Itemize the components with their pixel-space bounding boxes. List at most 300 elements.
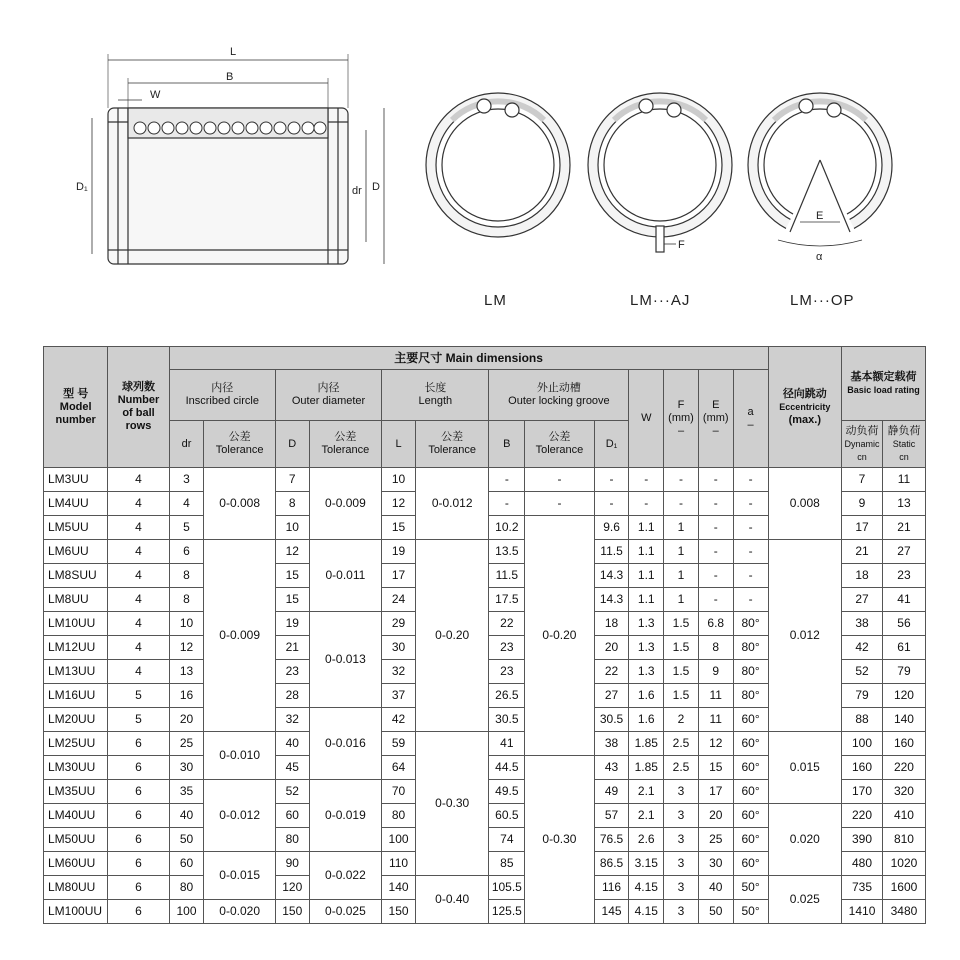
- cell-dr: 8: [169, 588, 204, 612]
- header-D: D: [275, 421, 309, 468]
- dim-label-L: L: [230, 46, 237, 58]
- cell-dr: 20: [169, 708, 204, 732]
- header-E: E (mm) –: [698, 370, 733, 468]
- cell-D: 21: [275, 636, 309, 660]
- cell-dynamic-load: 42: [842, 636, 883, 660]
- table-row: [44, 876, 926, 900]
- cell-eccentricity: 0.020: [768, 804, 842, 876]
- cell-dr: 10: [169, 612, 204, 636]
- cell-E: -: [698, 516, 733, 540]
- cell-D: 80: [275, 828, 309, 852]
- cell-dr: 50: [169, 828, 204, 852]
- cell-D1: 116: [594, 876, 629, 900]
- cell-D-tolerance: 0-0.025: [309, 900, 382, 924]
- cell-E: 11: [698, 684, 733, 708]
- cell-eccentricity: 0.015: [768, 732, 842, 804]
- cell-static-load: 23: [882, 564, 925, 588]
- cell-F: 1.5: [664, 684, 699, 708]
- cell-F: 1: [664, 588, 699, 612]
- cell-L: 80: [382, 804, 416, 828]
- cell-L-tolerance: 0-0.012: [415, 468, 489, 540]
- cell-static-load: 220: [882, 756, 925, 780]
- cell-W: 1.3: [629, 612, 664, 636]
- cell-D1: 9.6: [594, 516, 629, 540]
- spec-table-container: [43, 346, 926, 924]
- cell-B: 10.2: [489, 516, 525, 540]
- cell-ball-rows: 6: [108, 780, 169, 804]
- cell-E: -: [698, 588, 733, 612]
- view-label-lm-op: LM···OP: [790, 292, 855, 309]
- cell-D1: 18: [594, 612, 629, 636]
- cell-F: -: [664, 492, 699, 516]
- cell-W: 1.6: [629, 708, 664, 732]
- cell-W: 2.1: [629, 780, 664, 804]
- cell-static-load: 140: [882, 708, 925, 732]
- cell-E: 20: [698, 804, 733, 828]
- cell-dynamic-load: 21: [842, 540, 883, 564]
- cell-E: 40: [698, 876, 733, 900]
- cell-D: 150: [275, 900, 309, 924]
- cell-dr: 80: [169, 876, 204, 900]
- lm-view-drawing: [426, 93, 570, 237]
- cell-static-load: 41: [882, 588, 925, 612]
- cell-dr: 30: [169, 756, 204, 780]
- cell-static-load: 1600: [882, 876, 925, 900]
- cell-B: 26.5: [489, 684, 525, 708]
- cell-D1: 86.5: [594, 852, 629, 876]
- dim-label-W: W: [150, 89, 161, 101]
- cell-alpha: -: [733, 516, 768, 540]
- dim-label-E: E: [816, 210, 824, 222]
- cell-E: -: [698, 468, 733, 492]
- cell-static-load: 11: [882, 468, 925, 492]
- cell-F: 3: [664, 876, 699, 900]
- cell-D: 45: [275, 756, 309, 780]
- cell-B: 105.5: [489, 876, 525, 900]
- cell-ball-rows: 4: [108, 492, 169, 516]
- cell-ball-rows: 5: [108, 684, 169, 708]
- header-ball-rows: 球列数 Number of ball rows: [108, 347, 169, 468]
- dim-label-alpha: α: [816, 251, 823, 263]
- cell-B-tolerance: 0-0.20: [525, 516, 594, 756]
- cell-eccentricity: 0.008: [768, 468, 842, 540]
- cell-B: 85: [489, 852, 525, 876]
- cell-E: 8: [698, 636, 733, 660]
- cell-ball-rows: 6: [108, 900, 169, 924]
- cell-static-load: 120: [882, 684, 925, 708]
- cell-L: 37: [382, 684, 416, 708]
- cell-model: LM20UU: [44, 708, 108, 732]
- cell-dynamic-load: 100: [842, 732, 883, 756]
- cell-dynamic-load: 17: [842, 516, 883, 540]
- header-dynamic-load: 动负荷 Dynamic cn: [842, 421, 883, 468]
- cell-dynamic-load: 7: [842, 468, 883, 492]
- cell-dr: 35: [169, 780, 204, 804]
- cell-dynamic-load: 480: [842, 852, 883, 876]
- cell-alpha: 80°: [733, 612, 768, 636]
- cell-W: 1.85: [629, 732, 664, 756]
- cell-L: 17: [382, 564, 416, 588]
- header-load-rating: 基本额定载荷 Basic load rating: [842, 347, 926, 421]
- spec-table: [43, 346, 926, 924]
- cell-model: LM80UU: [44, 876, 108, 900]
- cell-static-load: 61: [882, 636, 925, 660]
- cell-B-tolerance: 0-0.30: [525, 756, 594, 924]
- cell-dr-tolerance: 0-0.012: [204, 780, 276, 852]
- cell-D1: -: [594, 468, 629, 492]
- cell-alpha: 60°: [733, 732, 768, 756]
- cell-B: 23: [489, 636, 525, 660]
- header-L-tolerance: 公差 Tolerance: [415, 421, 489, 468]
- cell-D-tolerance: 0-0.009: [309, 468, 382, 540]
- cell-F: 2.5: [664, 732, 699, 756]
- lm-aj-view-drawing: [588, 93, 732, 252]
- cell-B: 125.5: [489, 900, 525, 924]
- cell-ball-rows: 6: [108, 876, 169, 900]
- cell-ball-rows: 4: [108, 564, 169, 588]
- view-label-lm: LM: [484, 292, 507, 309]
- cell-D1: 43: [594, 756, 629, 780]
- dim-label-dr: dr: [352, 185, 362, 197]
- cell-L: 140: [382, 876, 416, 900]
- cell-model: LM10UU: [44, 612, 108, 636]
- cell-D-tolerance: 0-0.022: [309, 852, 382, 900]
- cell-E: 25: [698, 828, 733, 852]
- cell-B: 11.5: [489, 564, 525, 588]
- cell-dr-tolerance: 0-0.008: [204, 468, 276, 540]
- cell-L-tolerance: 0-0.40: [415, 876, 489, 924]
- cell-B: -: [489, 492, 525, 516]
- cell-alpha: -: [733, 492, 768, 516]
- cell-L-tolerance: 0-0.30: [415, 732, 489, 876]
- cell-D1: 49: [594, 780, 629, 804]
- cell-dr-tolerance: 0-0.020: [204, 900, 276, 924]
- cell-L: 12: [382, 492, 416, 516]
- cell-F: 3: [664, 900, 699, 924]
- cell-L: 24: [382, 588, 416, 612]
- cell-dr: 25: [169, 732, 204, 756]
- cell-ball-rows: 5: [108, 708, 169, 732]
- cell-dr: 4: [169, 492, 204, 516]
- cell-alpha: 60°: [733, 828, 768, 852]
- cell-L: 32: [382, 660, 416, 684]
- cell-W: 1.3: [629, 636, 664, 660]
- header-locking-groove: 外止动槽 Outer locking groove: [489, 370, 629, 421]
- cell-D: 90: [275, 852, 309, 876]
- dim-label-D: D: [372, 181, 380, 193]
- cell-ball-rows: 4: [108, 468, 169, 492]
- cell-E: 17: [698, 780, 733, 804]
- cell-E: -: [698, 564, 733, 588]
- cell-D1: 76.5: [594, 828, 629, 852]
- cell-ball-rows: 4: [108, 612, 169, 636]
- cell-B: 23: [489, 660, 525, 684]
- header-dr: dr: [169, 421, 204, 468]
- cell-D: 32: [275, 708, 309, 732]
- cell-dr: 3: [169, 468, 204, 492]
- cell-F: 3: [664, 804, 699, 828]
- cell-dynamic-load: 88: [842, 708, 883, 732]
- cell-model: LM13UU: [44, 660, 108, 684]
- cell-dr: 13: [169, 660, 204, 684]
- cell-ball-rows: 6: [108, 756, 169, 780]
- cell-B: 41: [489, 732, 525, 756]
- cell-W: 1.1: [629, 516, 664, 540]
- cell-alpha: 50°: [733, 900, 768, 924]
- cell-alpha: -: [733, 540, 768, 564]
- header-L: L: [382, 421, 416, 468]
- cell-F: 1: [664, 564, 699, 588]
- cell-model: LM8UU: [44, 588, 108, 612]
- header-dr-tolerance: 公差 Tolerance: [204, 421, 276, 468]
- cell-alpha: 60°: [733, 804, 768, 828]
- cell-D1: -: [594, 492, 629, 516]
- cell-ball-rows: 4: [108, 636, 169, 660]
- cell-D1: 11.5: [594, 540, 629, 564]
- cell-D-tolerance: 0-0.013: [309, 612, 382, 708]
- cell-D1: 30.5: [594, 708, 629, 732]
- cell-dr: 8: [169, 564, 204, 588]
- cell-F: 3: [664, 828, 699, 852]
- cell-E: 6.8: [698, 612, 733, 636]
- lm-op-view-drawing: [748, 93, 892, 246]
- cell-F: 3: [664, 852, 699, 876]
- cell-B: 44.5: [489, 756, 525, 780]
- cell-D1: 14.3: [594, 564, 629, 588]
- cell-F: -: [664, 468, 699, 492]
- cell-alpha: 60°: [733, 852, 768, 876]
- header-B: B: [489, 421, 525, 468]
- cell-static-load: 13: [882, 492, 925, 516]
- cell-D1: 38: [594, 732, 629, 756]
- cell-model: LM35UU: [44, 780, 108, 804]
- cell-L: 10: [382, 468, 416, 492]
- header-static-load: 静负荷 Static cn: [882, 421, 925, 468]
- cell-static-load: 3480: [882, 900, 925, 924]
- cell-B: 13.5: [489, 540, 525, 564]
- header-D1: D₁: [594, 421, 629, 468]
- cell-dynamic-load: 18: [842, 564, 883, 588]
- cell-model: LM6UU: [44, 540, 108, 564]
- cell-dynamic-load: 170: [842, 780, 883, 804]
- cell-alpha: 80°: [733, 636, 768, 660]
- cell-dynamic-load: 390: [842, 828, 883, 852]
- cell-static-load: 160: [882, 732, 925, 756]
- dim-label-D1: D₁: [76, 181, 88, 193]
- cell-L: 15: [382, 516, 416, 540]
- cell-L: 19: [382, 540, 416, 564]
- cell-D: 19: [275, 612, 309, 636]
- cell-eccentricity: 0.025: [768, 876, 842, 924]
- technical-drawings: [0, 0, 960, 335]
- cell-dynamic-load: 27: [842, 588, 883, 612]
- cell-dr-tolerance: 0-0.010: [204, 732, 276, 780]
- cell-dynamic-load: 1410: [842, 900, 883, 924]
- cell-B-tolerance: -: [525, 492, 594, 516]
- cell-B: 22: [489, 612, 525, 636]
- cell-model: LM25UU: [44, 732, 108, 756]
- cell-model: LM3UU: [44, 468, 108, 492]
- cell-E: -: [698, 492, 733, 516]
- cell-E: 50: [698, 900, 733, 924]
- cell-static-load: 56: [882, 612, 925, 636]
- cell-W: 1.1: [629, 540, 664, 564]
- cell-F: 1.5: [664, 636, 699, 660]
- cell-D: 120: [275, 876, 309, 900]
- cell-W: 3.15: [629, 852, 664, 876]
- header-eccentricity: 径向跳动 Eccentricity (max.): [768, 347, 842, 468]
- cell-D-tolerance: 0-0.011: [309, 540, 382, 612]
- cell-static-load: 320: [882, 780, 925, 804]
- header-inscribed-circle: 内径 Inscribed circle: [169, 370, 275, 421]
- cell-static-load: 79: [882, 660, 925, 684]
- cell-D1: 27: [594, 684, 629, 708]
- cell-ball-rows: 6: [108, 804, 169, 828]
- cell-L: 100: [382, 828, 416, 852]
- header-main-dimensions: 主要尺寸 Main dimensions: [169, 347, 768, 370]
- header-D-tolerance: 公差 Tolerance: [309, 421, 382, 468]
- cell-L: 70: [382, 780, 416, 804]
- cell-D: 52: [275, 780, 309, 804]
- cell-dr: 5: [169, 516, 204, 540]
- cell-D1: 57: [594, 804, 629, 828]
- cell-eccentricity: 0.012: [768, 540, 842, 732]
- cell-L-tolerance: 0-0.20: [415, 540, 489, 732]
- cell-D: 28: [275, 684, 309, 708]
- cell-W: 1.1: [629, 588, 664, 612]
- table-row: [44, 540, 926, 564]
- cell-D-tolerance: 0-0.019: [309, 780, 382, 852]
- cell-dr: 12: [169, 636, 204, 660]
- cell-static-load: 410: [882, 804, 925, 828]
- cell-W: 1.6: [629, 684, 664, 708]
- cell-B: 49.5: [489, 780, 525, 804]
- cell-alpha: -: [733, 468, 768, 492]
- cell-L: 29: [382, 612, 416, 636]
- cell-D1: 22: [594, 660, 629, 684]
- cell-D: 15: [275, 564, 309, 588]
- cell-B: 60.5: [489, 804, 525, 828]
- cell-dr: 100: [169, 900, 204, 924]
- cell-F: 1.5: [664, 612, 699, 636]
- side-view-drawing: [92, 54, 384, 264]
- cell-D: 8: [275, 492, 309, 516]
- cell-dynamic-load: 9: [842, 492, 883, 516]
- cell-E: 12: [698, 732, 733, 756]
- cell-E: 30: [698, 852, 733, 876]
- cell-model: LM50UU: [44, 828, 108, 852]
- cell-ball-rows: 6: [108, 852, 169, 876]
- cell-dynamic-load: 220: [842, 804, 883, 828]
- cell-W: 4.15: [629, 876, 664, 900]
- cell-D: 40: [275, 732, 309, 756]
- cell-D: 10: [275, 516, 309, 540]
- table-body: [44, 468, 926, 924]
- cell-D: 15: [275, 588, 309, 612]
- cell-W: 4.15: [629, 900, 664, 924]
- cell-B: 74: [489, 828, 525, 852]
- cell-dr: 60: [169, 852, 204, 876]
- cell-B-tolerance: -: [525, 468, 594, 492]
- cell-L: 150: [382, 900, 416, 924]
- cell-static-load: 1020: [882, 852, 925, 876]
- table-header: [44, 347, 926, 468]
- cell-dr-tolerance: 0-0.015: [204, 852, 276, 900]
- cell-W: 2.1: [629, 804, 664, 828]
- cell-W: -: [629, 492, 664, 516]
- cell-ball-rows: 4: [108, 660, 169, 684]
- header-length: 长度 Length: [382, 370, 489, 421]
- cell-D1: 20: [594, 636, 629, 660]
- cell-static-load: 21: [882, 516, 925, 540]
- cell-L: 30: [382, 636, 416, 660]
- dim-label-B: B: [226, 71, 234, 83]
- cell-L: 59: [382, 732, 416, 756]
- cell-W: 2.6: [629, 828, 664, 852]
- cell-alpha: 80°: [733, 660, 768, 684]
- dim-label-F: F: [678, 239, 685, 251]
- view-label-lm-aj: LM···AJ: [630, 292, 691, 309]
- cell-F: 1: [664, 516, 699, 540]
- cell-model: LM4UU: [44, 492, 108, 516]
- cell-L: 64: [382, 756, 416, 780]
- cell-B: 30.5: [489, 708, 525, 732]
- cell-ball-rows: 6: [108, 732, 169, 756]
- cell-ball-rows: 4: [108, 516, 169, 540]
- cell-model: LM12UU: [44, 636, 108, 660]
- cell-dynamic-load: 160: [842, 756, 883, 780]
- cell-W: 1.3: [629, 660, 664, 684]
- cell-alpha: -: [733, 564, 768, 588]
- table-row: [44, 468, 926, 492]
- cell-D: 23: [275, 660, 309, 684]
- cell-B: -: [489, 468, 525, 492]
- cell-B: 17.5: [489, 588, 525, 612]
- cell-W: -: [629, 468, 664, 492]
- cell-W: 1.85: [629, 756, 664, 780]
- cell-dr: 16: [169, 684, 204, 708]
- cell-static-load: 27: [882, 540, 925, 564]
- cell-E: 15: [698, 756, 733, 780]
- cell-ball-rows: 4: [108, 588, 169, 612]
- cell-alpha: 60°: [733, 780, 768, 804]
- cell-F: 1: [664, 540, 699, 564]
- cell-E: 11: [698, 708, 733, 732]
- cell-alpha: -: [733, 588, 768, 612]
- header-alpha: a –: [733, 370, 768, 468]
- cell-dr: 6: [169, 540, 204, 564]
- cell-alpha: 50°: [733, 876, 768, 900]
- cell-alpha: 60°: [733, 756, 768, 780]
- cell-L: 110: [382, 852, 416, 876]
- header-outer-diameter: 内径 Outer diameter: [275, 370, 381, 421]
- header-B-tolerance: 公差 Tolerance: [525, 421, 594, 468]
- cell-model: LM16UU: [44, 684, 108, 708]
- cell-model: LM30UU: [44, 756, 108, 780]
- header-W: W: [629, 370, 664, 468]
- cell-E: 9: [698, 660, 733, 684]
- cell-F: 3: [664, 780, 699, 804]
- cell-L: 42: [382, 708, 416, 732]
- cell-alpha: 60°: [733, 708, 768, 732]
- cell-D1: 145: [594, 900, 629, 924]
- cell-alpha: 80°: [733, 684, 768, 708]
- cell-dr: 40: [169, 804, 204, 828]
- cell-model: LM5UU: [44, 516, 108, 540]
- header-F: F (mm) –: [664, 370, 699, 468]
- table-row: [44, 732, 926, 756]
- cell-dynamic-load: 735: [842, 876, 883, 900]
